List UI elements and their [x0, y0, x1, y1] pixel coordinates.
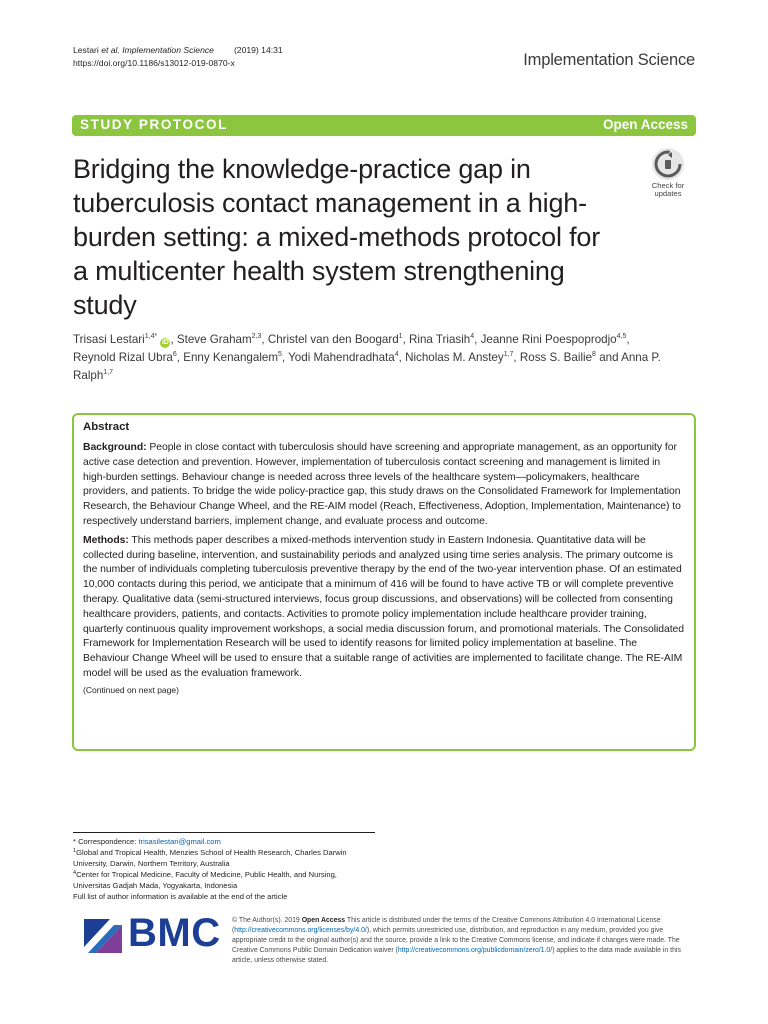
correspondence: * Correspondence: trisasilestari@gmail.com [73, 837, 221, 846]
abstract-methods [83, 534, 685, 682]
header-doi-link[interactable]: https://doi.org/10.1186/s13012-019-0870-x [73, 58, 235, 68]
author-name[interactable]: Christel van den Boogard$^1$ [267, 333, 403, 346]
check-updates-line1: Check for [651, 181, 685, 190]
author-conjunction: and [599, 351, 619, 364]
author-name[interactable]: Steve Graham$^{2,3}$ [176, 333, 262, 346]
footnotes [73, 836, 375, 902]
article-type-label: STUDY PROTOCOL [80, 117, 228, 132]
footnote-divider [73, 832, 375, 833]
license-link-by[interactable]: http://creativecommons.org/licenses/by/4.0/ [234, 927, 367, 934]
full-author-info-note: Full list of author information is available at the end of the article [73, 892, 288, 901]
author-name[interactable]: Yodi Mahendradhata$^4$ [288, 351, 399, 364]
continued-note: (Continued on next page) [83, 684, 179, 695]
author-name[interactable]: Reynold Rizal Ubra$^6$ [73, 351, 177, 364]
methods-label: Methods: [83, 534, 129, 546]
running-header [73, 44, 283, 70]
abstract-background [83, 441, 685, 530]
affiliation-1: $^1$Global and Tropical Health, Menzies School of Health Research, Charles Darwin University, Darwin, Northern Territory, Australia [73, 848, 347, 868]
bmc-logo [84, 911, 221, 955]
orcid-icon[interactable]: iD [161, 339, 169, 346]
background-label: Background: [83, 442, 147, 453]
author-name[interactable]: Enny Kenangalem$^5$ [183, 351, 282, 364]
article-title: Bridging the knowledge-practice gap in tuberculosis contact management in a high-burden setting: a mixed-methods protocol for a multicenter health system strengthening study [73, 154, 600, 320]
affiliation-4: $^4$Center for Tropical Medicine, Faculty of Medicine, Public Health, and Nursing, Universitas Gadjah Mada, Yogyakarta, Indonesia [73, 870, 337, 890]
author-list: Trisasi Lestari$^{1,4*}$ iD , Steve Graham$^{2,3}$, Christel van den Boogard$^1$, Rina Triasih$^4$, Jeanne Rini Poespoprodjo$^{4,5}$, Reynold Rizal Ubra$^6$, Enny Kenangalem$^5$, Yodi Mahendradhata$^4$, Nicholas M. Anstey$^{1,7}$, Ross S. Bailie$^8$ and Anna P. Ralph$^{1,7}$ [73, 333, 661, 382]
bmc-logo-wordmark: BMC [128, 911, 221, 955]
methods-text: This methods paper describes a mixed-methods intervention study in Eastern Indonesia. Quantitative data will be collected during baseline, intervention, and sustainability periods and analyzed using time series analysis. The primary outcome is the number of individuals completing tuberculosis preventive therapy by the end of the two-year intervention phase. Of an estimated 10,000 contacts during this period, we anticipate that a minimum of 416 will be found to have active TB or will complete preventive therapy. Qualitative data (semi-structured interviews, focus group discussions, and observations) will be collected from consenting healthcare providers, patients, and contacts. Activities to promote policy implementation include healthcare provider training, quarterly continuous quality improvement workshops, a social media discussion forum, and promotional materials. The Consolidated Framework for Implementation Research will be used to identify reasons for limited policy implementation at baseline. The Behaviour Change Wheel will be used to ensure that a suitable range of activities are implemented to facilitate change. The RE-AIM model will be used as the evaluation framework. [83, 534, 684, 679]
open-access-label: Open Access [602, 117, 688, 132]
bmc-logo-icon [84, 913, 124, 953]
author-name[interactable]: Nicholas M. Anstey$^{1,7}$ [405, 351, 514, 364]
check-updates-line2: updates [654, 189, 682, 198]
article-type-banner [72, 115, 696, 136]
abstract-heading: Abstract [83, 421, 130, 433]
header-authors: Lestari et al. Implementation Science [73, 45, 214, 55]
license-link-zero[interactable]: http://creativecommons.org/publicdomain/zero/1.0/ [397, 947, 553, 954]
check-for-updates-badge[interactable] [642, 146, 694, 202]
author-name[interactable]: Ross S. Bailie$^8$ [519, 351, 596, 364]
correspondence-email-link[interactable]: trisasilestari@gmail.com [138, 837, 221, 846]
journal-name: Implementation Science [523, 51, 695, 69]
author-name[interactable]: Jeanne Rini Poespoprodjo$^{4,5}$ [480, 333, 627, 346]
abstract-box [72, 413, 696, 751]
header-year-volume: (2019) 14:31 [233, 45, 283, 55]
author-name[interactable]: Trisasi Lestari$^{1,4*}$ [73, 333, 158, 346]
check-updates-icon [650, 146, 686, 182]
license-statement: © The Author(s). 2019 Open Access This article is distributed under the terms of the Creative Commons Attribution 4.0 International License (http://creativecommons.org/licenses/by/4.0/), which permits unrestricted use, distribution, and reproduction in any medium, provided you give appropriate credit to the original author(s) and the source, provide a link to the Creative Commons license, and indicate if changes were made. The Creative Commons Public Domain Dedication waiver (http://creativecommons.org/publicdomain/zero/1.0/) applies to the data made available in this article, unless otherwise stated. [232, 917, 681, 964]
author-name[interactable]: Rina Triasih$^4$ [409, 333, 475, 346]
license-open-access: Open Access [301, 917, 346, 924]
background-text: People in close contact with tuberculosis should have screening and appropriate management, as an opportunity for active case detection and prevention. However, implementation of tuberculosis contact screening and management is limited in high-burden settings. Behaviour change is needed across three levels of the healthcare system—policymakers, healthcare providers, and patients. To bridge the wide policy-practice gap, this study draws on the Consolidated Framework for Implementation Research, the Behaviour Change Wheel, and the RE-AIM model (Reach, Effectiveness, Adoption, Implementation, Maintenance) to respectively understand barriers, implement change, and evaluate process and outcome. [83, 442, 681, 527]
author-name[interactable]: Anna P. Ralph$^{1,7}$ [73, 351, 661, 382]
